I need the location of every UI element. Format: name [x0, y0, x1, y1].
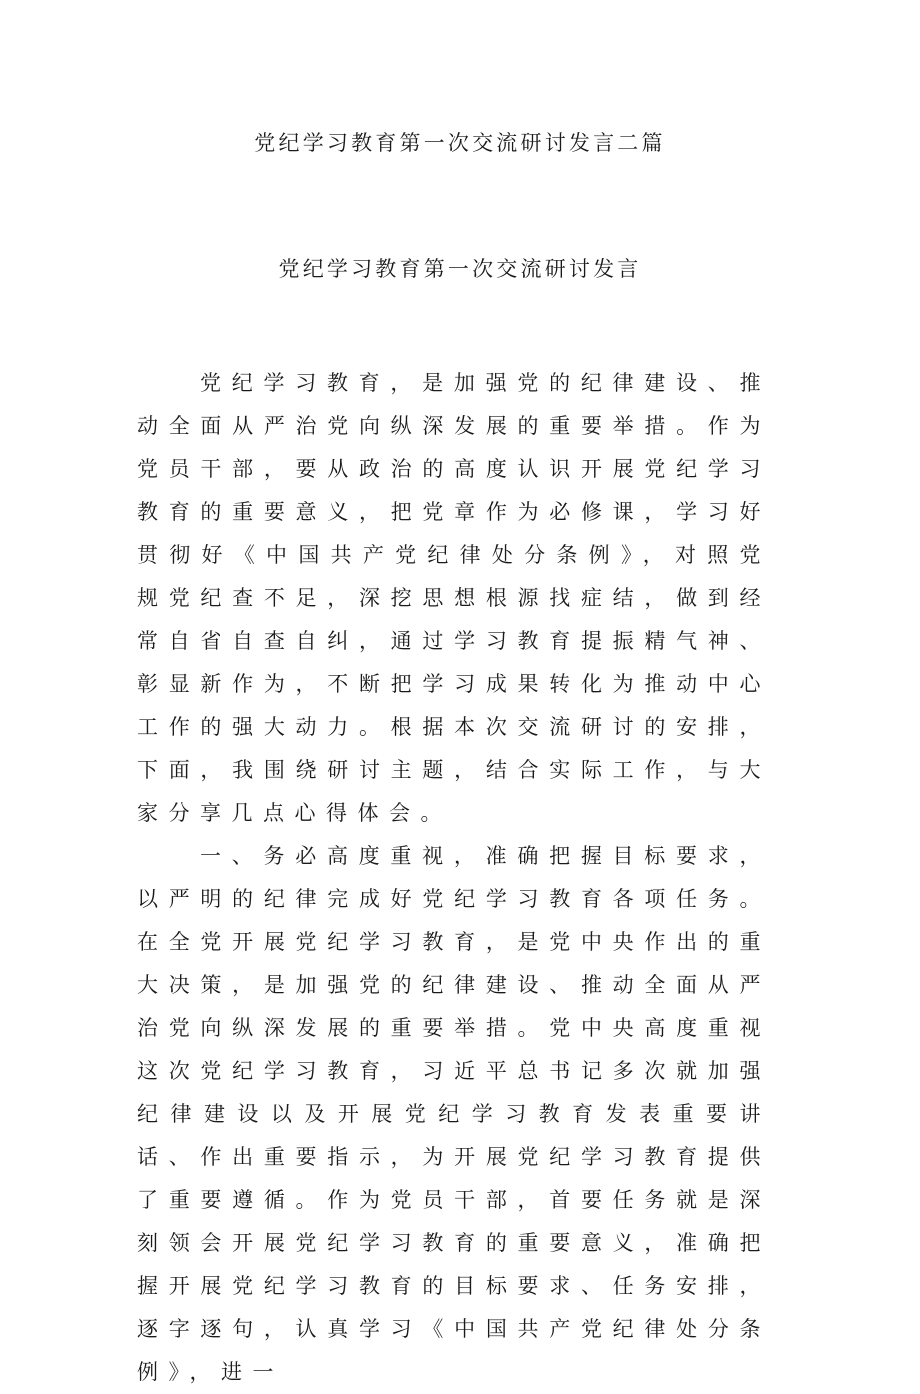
document-sub-title: 党纪学习教育第一次交流研讨发言: [278, 257, 642, 281]
paragraph-intro: 党纪学习教育，是加强党的纪律建设、推动全面从严治党向纵深发展的重要举措。作为党员干部，要从政治的高度认识开展党纪学习教育的重要意义，把党章作为必修课，学习好贯彻好《中国共产党纪律处分条例》，对照党规党纪查不足，深挖思想根源找症结，做到经常自省自查自纠，通过学习教育提振精气神、彰显新作为，不断把学习成果转化为推动中心工作的强大动力。根据本次交流研讨的安排，下面，我围绕研讨主题，结合实际工作，与大家分享几点心得体会。: [137, 371, 771, 825]
paragraph-section-one: 一、务必高度重视，准确把握目标要求，以严明的纪律完成好党纪学习教育各项任务。在全党开展党纪学习教育，是党中央作出的重大决策，是加强党的纪律建设、推动全面从严治党向纵深发展的重要举措。党中央高度重视这次党纪学习教育，习近平总书记多次就加强纪律建设以及开展党纪学习教育发表重要讲话、作出重要指示，为开展党纪学习教育提供了重要遵循。作为党员干部，首要任务就是深刻领会开展党纪学习教育的重要意义，准确把握开展党纪学习教育的目标要求、任务安排，逐字逐句，认真学习《中国共产党纪律处分条例》，进一: [137, 844, 771, 1384]
document-body: [137, 362, 771, 1394]
document-main-title: 党纪学习教育第一次交流研讨发言二篇: [254, 131, 666, 155]
